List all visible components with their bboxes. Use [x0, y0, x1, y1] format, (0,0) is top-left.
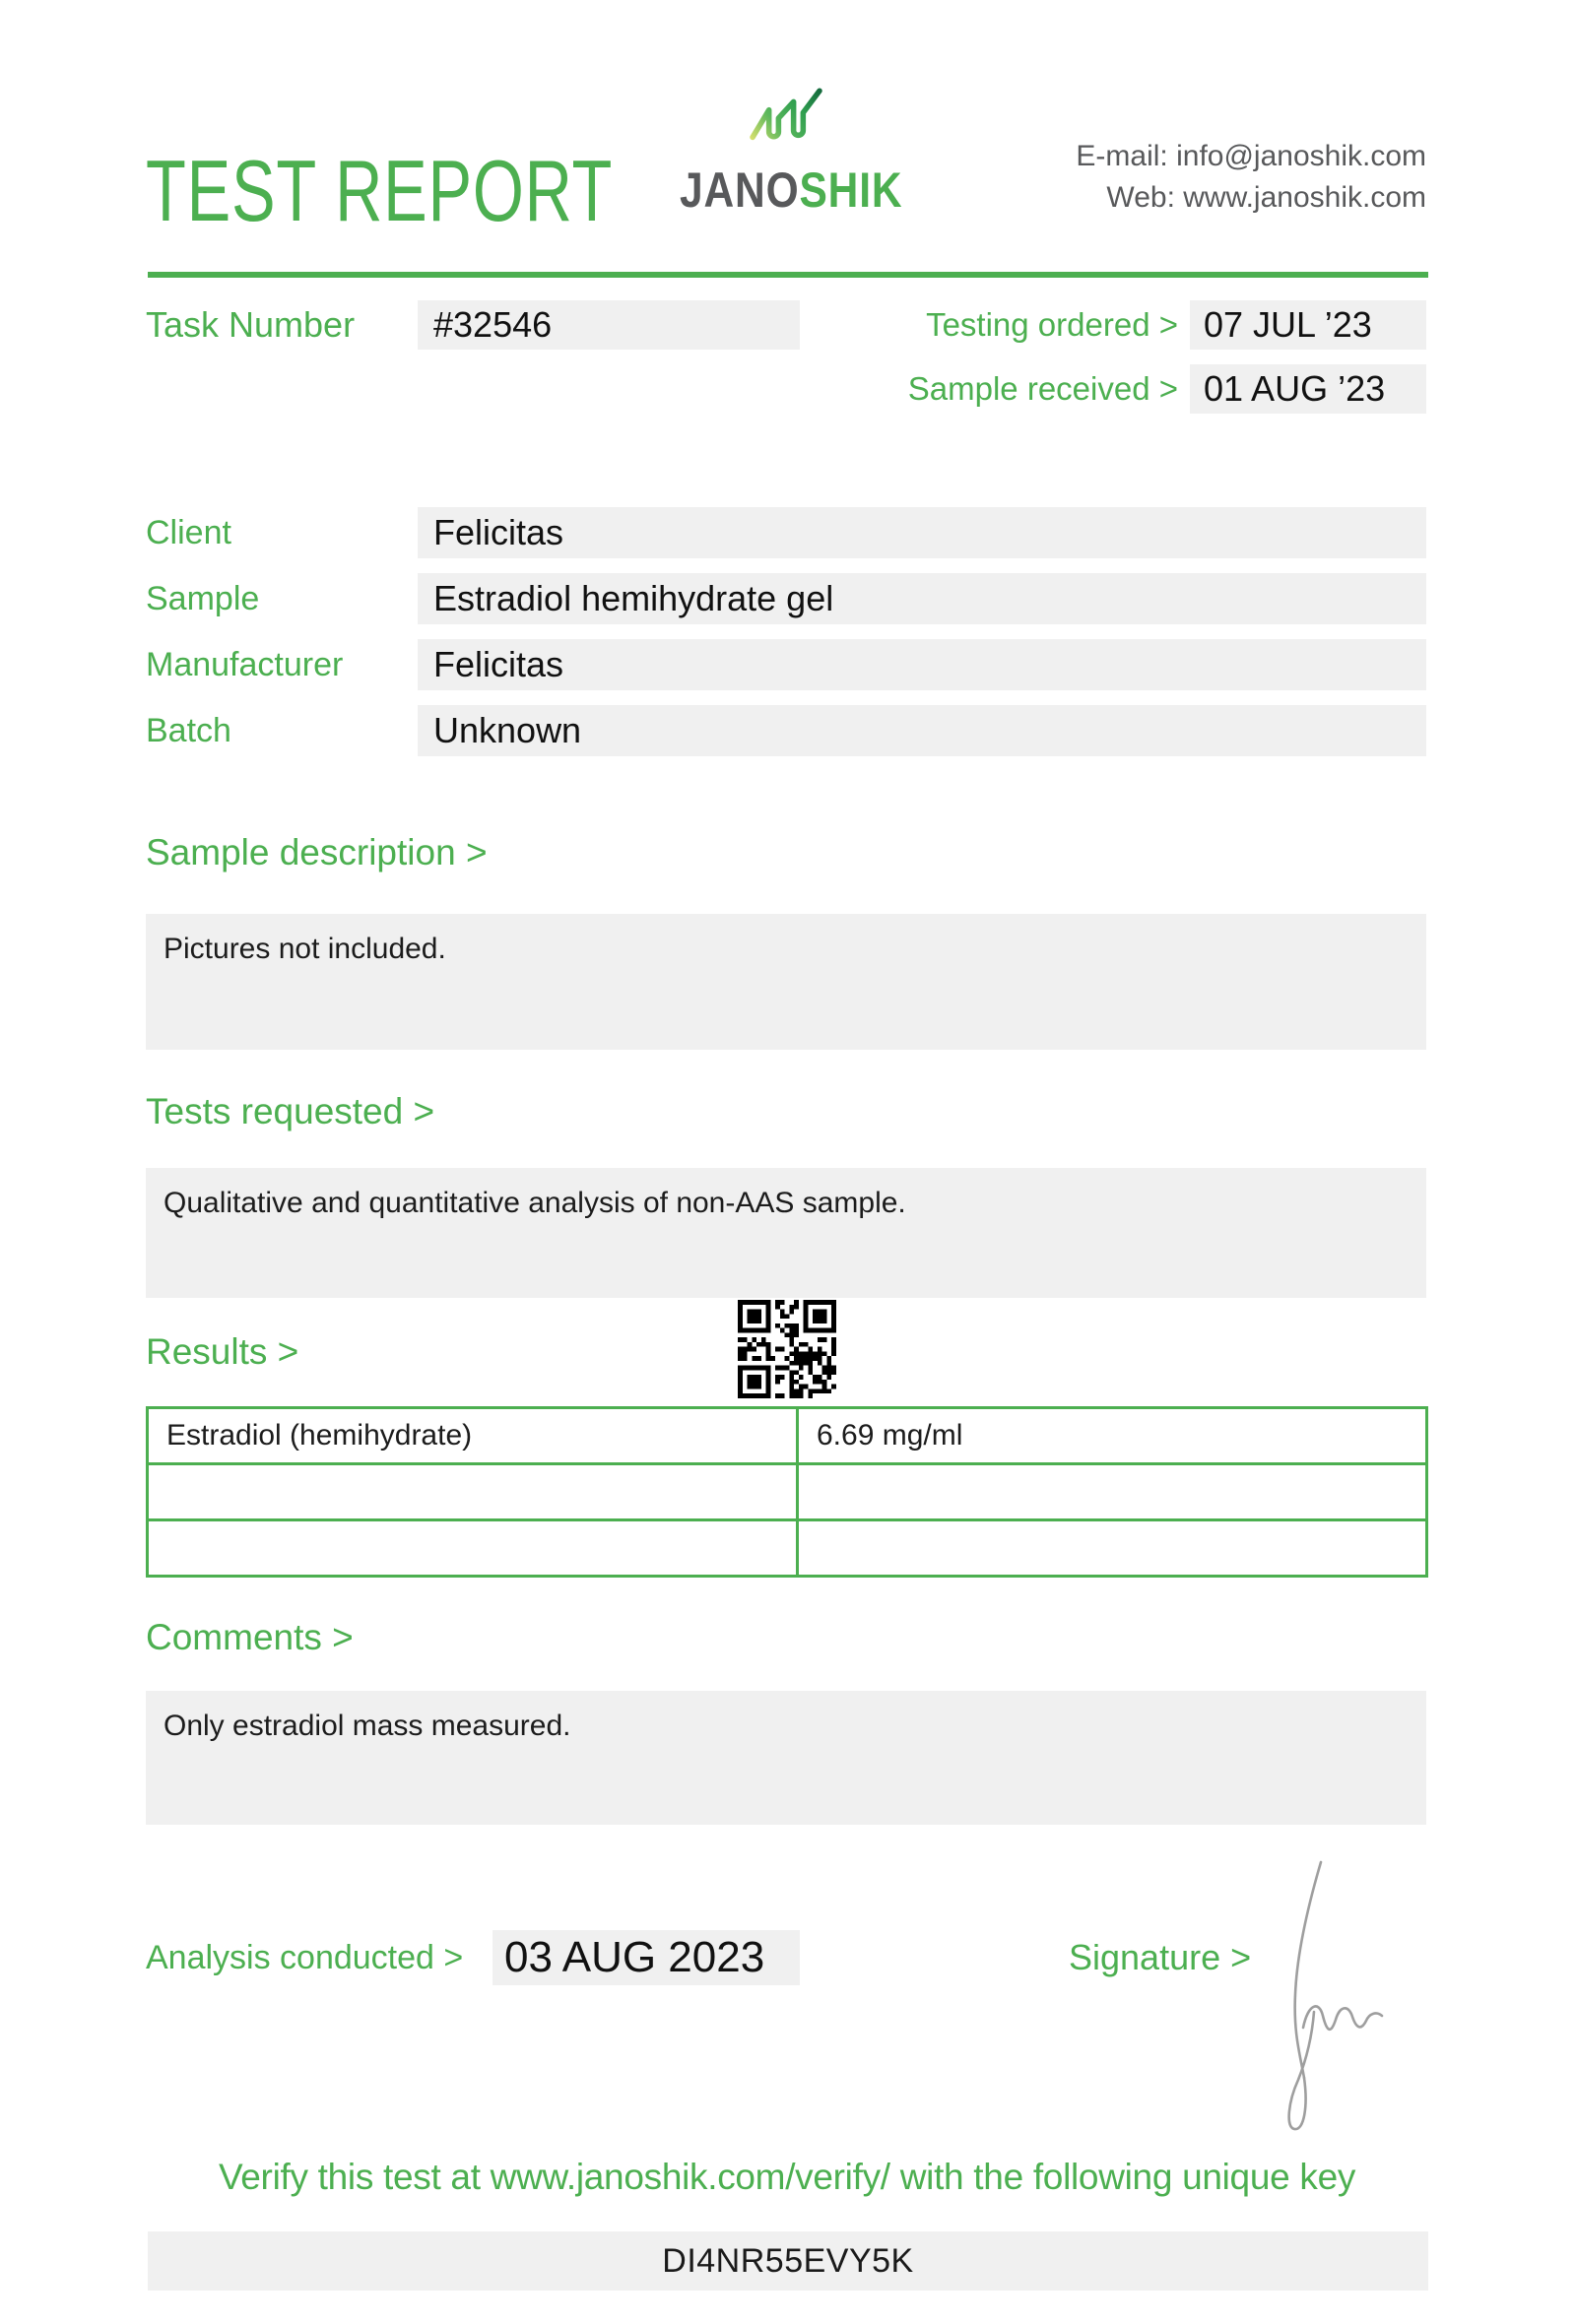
sample-value-box [418, 573, 1426, 624]
manufacturer-label: Manufacturer [146, 645, 344, 683]
comments-body: Only estradiol mass measured. [164, 1710, 571, 1742]
results-table [146, 1406, 1428, 1578]
sample-received-label: Sample received > [907, 370, 1178, 407]
results-heading: Results > [146, 1331, 299, 1372]
sample-description-heading: Sample description > [146, 832, 488, 872]
analysis-conducted-label: Analysis conducted > [146, 1938, 464, 1976]
contact-info [1076, 136, 1426, 219]
manufacturer-value-box [418, 639, 1426, 690]
task-number-value: #32546 [433, 304, 553, 345]
comments-box [146, 1691, 1426, 1825]
sample-description-body: Pictures not included. [164, 933, 446, 965]
result-analyte-cell [148, 1464, 798, 1520]
client-label: Client [146, 513, 231, 551]
results-row [148, 1464, 1427, 1520]
tests-requested-body: Qualitative and quantitative analysis of non-AAS sample. [164, 1187, 906, 1219]
batch-value: Unknown [433, 710, 582, 750]
result-value-cell [798, 1520, 1427, 1577]
task-number-label: Task Number [146, 304, 356, 345]
signature-label: Signature > [1069, 1937, 1252, 1977]
unique-key-box [148, 2231, 1428, 2291]
logo-wordmark-gray: JANO [680, 162, 800, 218]
manufacturer-value: Felicitas [433, 644, 564, 684]
contact-email: E-mail: info@janoshik.com [1076, 140, 1426, 172]
analysis-date: 03 AUG 2023 [504, 1933, 765, 1981]
result-value-cell: 6.69 mg/ml [798, 1408, 1427, 1464]
sample-label: Sample [146, 579, 260, 617]
result-value-cell [798, 1464, 1427, 1520]
testing-ordered-box [1190, 300, 1426, 350]
header-divider-rule [148, 272, 1428, 278]
tests-requested-heading: Tests requested > [146, 1091, 435, 1131]
batch-value-box [418, 705, 1426, 756]
sample-value: Estradiol hemihydrate gel [433, 578, 834, 618]
sample-received-date: 01 AUG ’23 [1204, 368, 1386, 409]
verify-instruction: Verify this test at www.janoshik.com/verify/ with the following unique key [218, 2157, 1356, 2197]
analysis-date-box [492, 1930, 800, 1985]
result-analyte-cell [148, 1520, 798, 1577]
comments-heading: Comments > [146, 1617, 354, 1657]
signature-image [1274, 1856, 1387, 2137]
contact-web: Web: www.janoshik.com [1106, 181, 1426, 214]
logo-wordmark-green: SHIK [799, 162, 903, 218]
janoshik-chart-logo-icon [735, 77, 837, 160]
qr-code-icon [737, 1300, 837, 1398]
unique-key: DI4NR55EVY5K [662, 2241, 914, 2280]
page-title-text: TEST REPORT [146, 142, 614, 239]
tests-requested-box [146, 1168, 1426, 1298]
logo-wordmark [680, 162, 942, 218]
client-value-box [418, 507, 1426, 558]
sample-description-box [146, 914, 1426, 1050]
results-row [148, 1520, 1427, 1577]
results-row [148, 1408, 1427, 1464]
task-number-box [418, 300, 800, 350]
result-analyte-cell: Estradiol (hemihydrate) [148, 1408, 798, 1464]
page-title [146, 142, 760, 239]
testing-ordered-label: Testing ordered > [926, 306, 1178, 343]
sample-received-box [1190, 364, 1426, 414]
batch-label: Batch [146, 711, 231, 749]
testing-ordered-date: 07 JUL ’23 [1204, 304, 1372, 345]
client-value: Felicitas [433, 512, 564, 552]
